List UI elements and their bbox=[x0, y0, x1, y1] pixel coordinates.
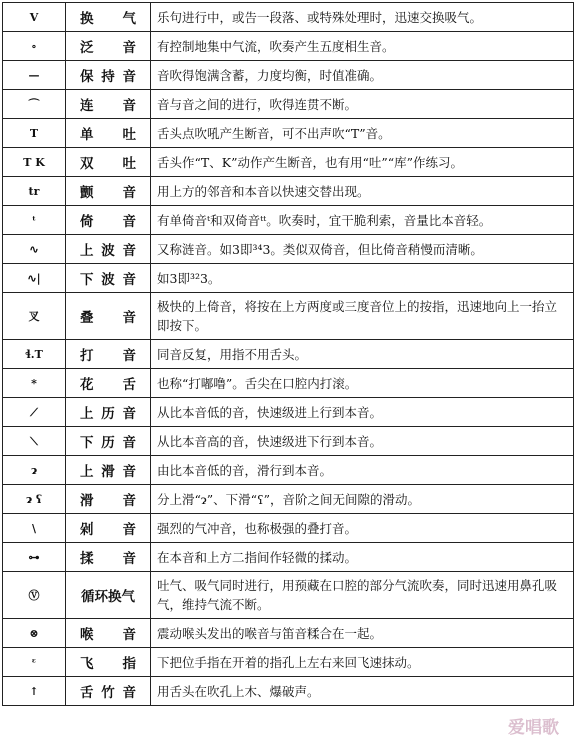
table-row bbox=[3, 235, 574, 264]
table-row bbox=[3, 677, 574, 706]
name-cell bbox=[66, 3, 151, 32]
technique-name: 保 持 音 bbox=[80, 69, 136, 85]
name-cell bbox=[66, 485, 151, 514]
table-row bbox=[3, 206, 574, 235]
symbol-cell bbox=[3, 90, 66, 119]
notation-symbol: Ⓥ bbox=[28, 588, 40, 602]
technique-name: 下 历 音 bbox=[80, 435, 136, 451]
description-cell: 乐句进行中，或告一段落、或特殊处理时，迅速交换吸气。 bbox=[151, 3, 574, 32]
notation-symbol: ⊶ bbox=[28, 550, 40, 564]
technique-name: 循环换气 bbox=[81, 589, 135, 605]
table-row bbox=[3, 543, 574, 572]
table-row bbox=[3, 3, 574, 32]
technique-name: 舌 竹 音 bbox=[80, 685, 136, 701]
notation-symbol: V bbox=[29, 10, 39, 24]
description-cell: 极快的上倚音，将按在上方两度或三度音位上的按指，迅速地向上一抬立即按下。 bbox=[151, 293, 574, 340]
technique-name: 换 气 bbox=[80, 11, 136, 27]
name-cell bbox=[66, 177, 151, 206]
table-row bbox=[3, 427, 574, 456]
notation-symbol: ↑ bbox=[29, 684, 39, 698]
table-row bbox=[3, 293, 574, 340]
symbol-cell bbox=[3, 648, 66, 677]
notation-symbol: \ bbox=[31, 521, 37, 535]
symbol-cell bbox=[3, 3, 66, 32]
name-cell bbox=[66, 543, 151, 572]
notation-symbol: ∿| bbox=[27, 271, 41, 285]
notation-symbol: ɂ bbox=[30, 463, 38, 477]
table-row bbox=[3, 32, 574, 61]
table-row bbox=[3, 572, 574, 619]
technique-name: 连 音 bbox=[80, 98, 136, 114]
notation-symbol: tr bbox=[28, 184, 40, 198]
symbol-cell bbox=[3, 485, 66, 514]
notation-symbol: * bbox=[31, 376, 37, 390]
symbol-cell bbox=[3, 148, 66, 177]
name-cell bbox=[66, 206, 151, 235]
name-cell bbox=[66, 61, 151, 90]
technique-name: 剁 音 bbox=[80, 522, 136, 538]
technique-name: 倚 音 bbox=[80, 214, 136, 230]
name-cell bbox=[66, 369, 151, 398]
name-cell bbox=[66, 293, 151, 340]
description-cell: 从比本音低的音，快速级进上行到本音。 bbox=[151, 398, 574, 427]
table-row bbox=[3, 369, 574, 398]
symbol-cell bbox=[3, 677, 66, 706]
symbol-cell bbox=[3, 456, 66, 485]
technique-name: 喉 音 bbox=[80, 627, 136, 643]
notation-symbol: ⌒ bbox=[28, 97, 40, 111]
table-row bbox=[3, 456, 574, 485]
symbol-cell bbox=[3, 235, 66, 264]
notation-symbol: ⊗ bbox=[29, 626, 39, 640]
symbol-cell bbox=[3, 61, 66, 90]
description-cell: 用上方的邻音和本音以快速交替出现。 bbox=[151, 177, 574, 206]
technique-name: 揉 音 bbox=[80, 551, 136, 567]
description-cell: 在本音和上方二指间作轻微的揉动。 bbox=[151, 543, 574, 572]
table-row bbox=[3, 148, 574, 177]
technique-name: 颤 音 bbox=[80, 185, 136, 201]
description-cell: 由比本音低的音，滑行到本音。 bbox=[151, 456, 574, 485]
name-cell bbox=[66, 148, 151, 177]
technique-name: 下 波 音 bbox=[80, 272, 136, 288]
description-cell: 如3即³²3。 bbox=[151, 264, 574, 293]
notation-symbol: — bbox=[28, 68, 40, 82]
symbol-cell bbox=[3, 369, 66, 398]
description-cell: 音与音之间的进行，吹得连贯不断。 bbox=[151, 90, 574, 119]
notation-symbol: ⟋ bbox=[30, 405, 38, 419]
symbol-cell bbox=[3, 206, 66, 235]
symbol-cell bbox=[3, 398, 66, 427]
description-cell: 震动喉头发出的喉音与笛音糅合在一起。 bbox=[151, 619, 574, 648]
table-row bbox=[3, 119, 574, 148]
technique-name: 上 波 音 bbox=[80, 243, 136, 259]
name-cell bbox=[66, 514, 151, 543]
name-cell bbox=[66, 648, 151, 677]
symbol-cell bbox=[3, 340, 66, 369]
description-cell: 分上滑“ɂ”、下滑“ʕ”，音阶之间无间隙的滑动。 bbox=[151, 485, 574, 514]
table-body bbox=[3, 3, 574, 706]
watermark: 爱唱歌 bbox=[508, 718, 559, 738]
table-row bbox=[3, 340, 574, 369]
symbol-cell bbox=[3, 177, 66, 206]
description-cell: 也称“打嘟噜”。舌尖在口腔内打滚。 bbox=[151, 369, 574, 398]
description-cell: 用舌头在吹孔上木、爆破声。 bbox=[151, 677, 574, 706]
name-cell bbox=[66, 264, 151, 293]
description-cell: 音吹得饱满含蓄，力度均衡，时值准确。 bbox=[151, 61, 574, 90]
name-cell bbox=[66, 235, 151, 264]
notation-symbol: 叉 bbox=[28, 309, 40, 323]
symbol-cell bbox=[3, 514, 66, 543]
name-cell bbox=[66, 32, 151, 61]
technique-name: 上 滑 音 bbox=[80, 464, 136, 480]
technique-name: 单 吐 bbox=[80, 127, 136, 143]
symbol-cell bbox=[3, 119, 66, 148]
table-row bbox=[3, 648, 574, 677]
technique-name: 泛 音 bbox=[80, 40, 136, 56]
name-cell bbox=[66, 572, 151, 619]
notation-symbol: ᵗ bbox=[31, 213, 37, 227]
notation-symbol: ∘ bbox=[31, 39, 37, 53]
technique-name: 上 历 音 bbox=[80, 406, 136, 422]
table-row bbox=[3, 485, 574, 514]
table-row bbox=[3, 61, 574, 90]
notation-symbol: ᵋ bbox=[31, 655, 37, 669]
notation-symbol: T K bbox=[23, 155, 45, 169]
description-cell: 从比本音高的音，快速级进下行到本音。 bbox=[151, 427, 574, 456]
symbol-cell bbox=[3, 543, 66, 572]
technique-name: 双 吐 bbox=[80, 156, 136, 172]
technique-name: 飞 指 bbox=[80, 656, 136, 672]
name-cell bbox=[66, 677, 151, 706]
table-row bbox=[3, 514, 574, 543]
description-cell: 下把位手指在开着的指孔上左右来回飞速抹动。 bbox=[151, 648, 574, 677]
table-row bbox=[3, 90, 574, 119]
technique-name: 叠 音 bbox=[80, 310, 136, 326]
description-cell: 同音反复，用指不用舌头。 bbox=[151, 340, 574, 369]
name-cell bbox=[66, 619, 151, 648]
table-row bbox=[3, 619, 574, 648]
description-cell: 强烈的气冲音，也称极强的叠打音。 bbox=[151, 514, 574, 543]
name-cell bbox=[66, 398, 151, 427]
description-cell: 有控制地集中气流，吹奏产生五度相生音。 bbox=[151, 32, 574, 61]
name-cell bbox=[66, 427, 151, 456]
description-cell: 有单倚音ᵗ和双倚音ᵗᵗ。吹奏时，宜干脆利索，音量比本音轻。 bbox=[151, 206, 574, 235]
symbol-cell bbox=[3, 572, 66, 619]
notation-symbol: T bbox=[29, 126, 39, 140]
notation-symbol: ∿ bbox=[29, 242, 39, 256]
technique-name: 滑 音 bbox=[80, 493, 136, 509]
description-cell: 吐气、吸气同时进行，用预藏在口腔的部分气流吹奏，同时迅速用鼻孔吸气，维持气流不断。 bbox=[151, 572, 574, 619]
symbol-cell bbox=[3, 32, 66, 61]
description-cell: 舌头点吹吼产生断音，可不出声吹“T”音。 bbox=[151, 119, 574, 148]
table-row bbox=[3, 264, 574, 293]
description-cell: 舌头作“T、K”动作产生断音，也有用“吐”“库”作练习。 bbox=[151, 148, 574, 177]
technique-name: 打 音 bbox=[80, 348, 136, 364]
name-cell bbox=[66, 119, 151, 148]
table-row bbox=[3, 398, 574, 427]
name-cell bbox=[66, 340, 151, 369]
symbol-cell bbox=[3, 427, 66, 456]
notation-symbol: ɂ ʕ bbox=[26, 492, 42, 506]
symbol-cell bbox=[3, 293, 66, 340]
notation-symbol: ⟍ bbox=[30, 434, 38, 448]
notation-symbol-table bbox=[2, 2, 574, 706]
name-cell bbox=[66, 456, 151, 485]
symbol-cell bbox=[3, 264, 66, 293]
notation-symbol: ɬ.T bbox=[25, 347, 43, 361]
name-cell bbox=[66, 90, 151, 119]
symbol-cell bbox=[3, 619, 66, 648]
description-cell: 又称涟音。如3即³⁴3。类似双倚音，但比倚音稍慢而清晰。 bbox=[151, 235, 574, 264]
technique-name: 花 舌 bbox=[80, 377, 136, 393]
table-row bbox=[3, 177, 574, 206]
